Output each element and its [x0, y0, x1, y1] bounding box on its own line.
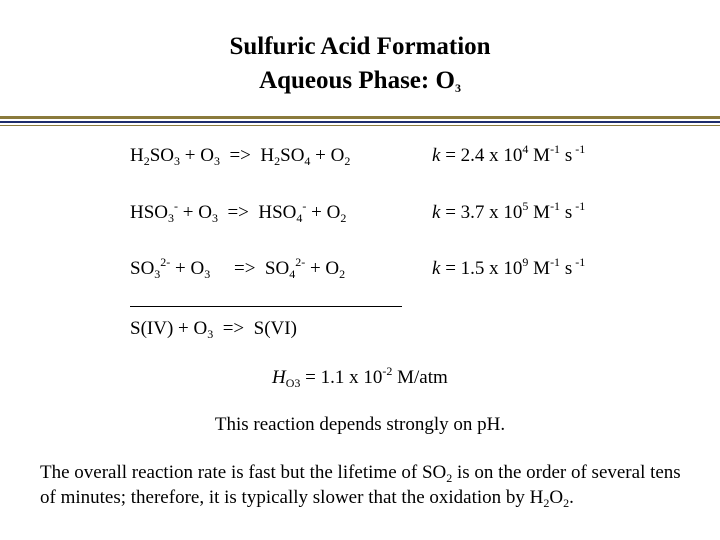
reaction-3-equation: $SO_3^{2-} + O_3$ => $SO_4^{2-} + O_2$ [130, 255, 346, 281]
slide-title-line-2: Aqueous Phase: $O_3$ [259, 67, 461, 95]
ph-dependence-note: This reaction depends strongly on pH. [214, 414, 506, 435]
header-rule-navy [0, 121, 720, 123]
slide-title-line-1: Sulfuric Acid Formation [229, 33, 491, 60]
henry-constant: $H_{O3} = 1.1$ x $10^{-2}$ M/atm [272, 364, 448, 390]
sum-separator-line [130, 306, 402, 307]
reaction-3-rate-constant: k = 1.5 x $10^9$ $M^{-1}$ s $^{-1}$ [432, 255, 586, 279]
header-rule-gold-top [0, 116, 720, 119]
reaction-2-equation: $HSO_3^- + O_3 => HSO_4^- + O_2$ [130, 199, 347, 225]
summary-paragraph: The overall reaction rate is fast but the lifetime of $SO_2$ is on the order of several tens of minutes; therefore, it is typically slower that the oxidation by $H_2O_2$. [40, 462, 681, 510]
reaction-2-rate-constant: k = 3.7 x $10^5$ $M^{-1}$ s $^{-1}$ [432, 199, 586, 223]
header-rule-gold-bottom [0, 125, 720, 126]
overall-reaction: $S(IV) + O_3 => S(VI)$ [130, 318, 297, 341]
reaction-1-rate-constant: k = 2.4 x $10^4$ $M^{-1}$ s $^{-1}$ [432, 142, 586, 166]
reaction-1-equation: $H_2SO_3 + O_3 => H_2SO_4 + O_2$ [130, 145, 351, 168]
